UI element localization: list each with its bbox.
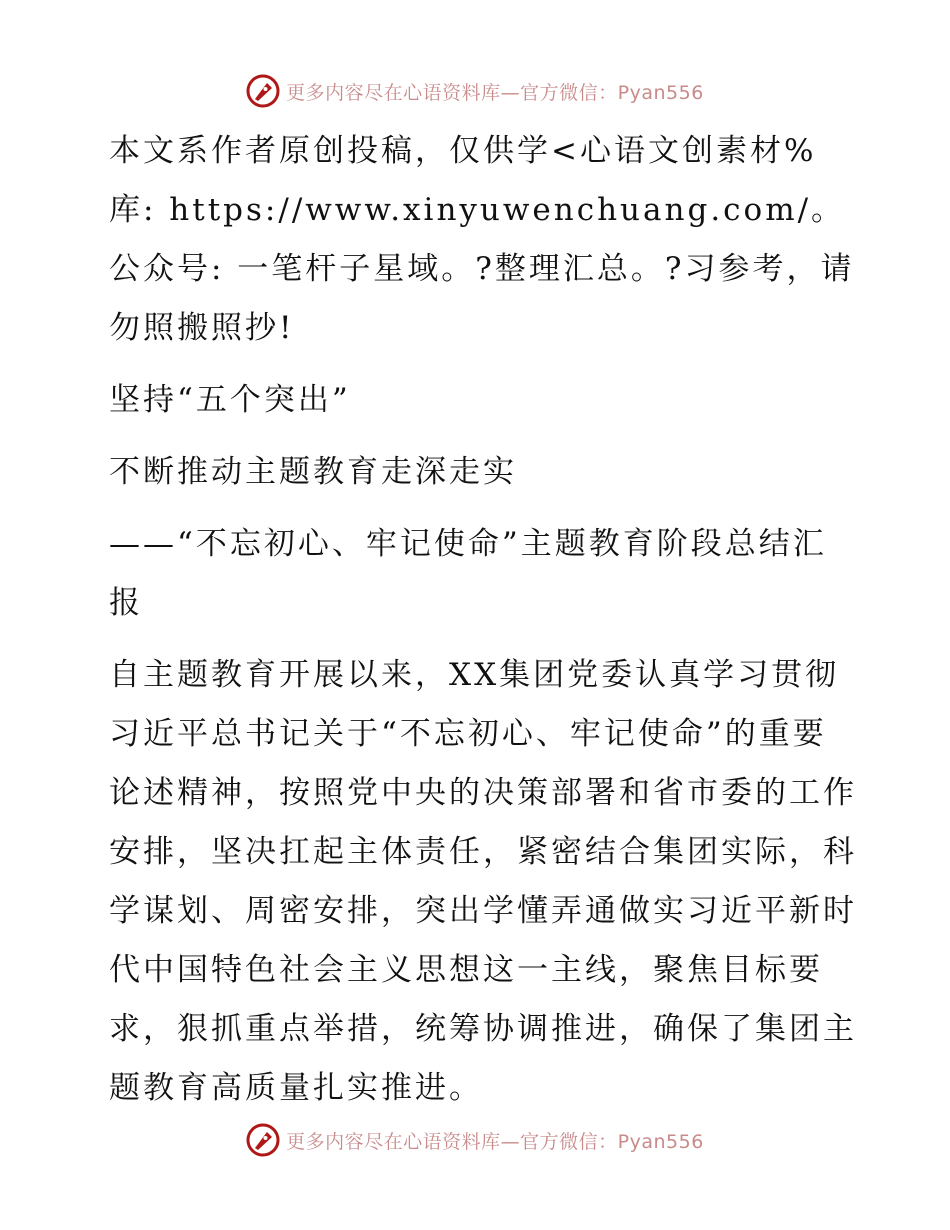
document-subtitle: ——“不忘初心、牢记使命”主题教育阶段总结汇报 [109,526,827,621]
notice-paragraph: 本文系作者原创投稿，仅供学<心语文创素材%库: https://www.xinyuwenchuang.com/。公众号: 一笔杆子星域。?整理汇总。?习参考，请勿照搬照抄! [109,133,855,346]
footer-banner-text: 更多内容尽在心语资料库—官方微信：Pyan556 [286,1130,704,1153]
header-banner-text: 更多内容尽在心语资料库—官方微信：Pyan556 [286,81,704,104]
document-body [97,122,857,1118]
document-title-line-2: 不断推动主题教育走深走实 [109,454,517,490]
document-title-line-1: 坚持“五个突出” [109,382,351,418]
footer-banner [0,1120,950,1160]
pen-nib-logo-icon [246,74,280,108]
header-banner [0,71,950,111]
body-paragraph: 自主题教育开展以来，XX集团党委认真学习贯彻习近平总书记关于“不忘初心、牢记使命”的重要论述精神，按照党中央的决策部署和省市委的工作安排，坚决扛起主体责任，紧密结合集团实际，科学谋划、周密安排，突出学懂弄通做实习近平新时代中国特色社会主义思想这一主线，聚焦目标要求，狠抓重点举措，统筹协调推进，确保了集团主题教育高质量扎实推进。 [109,657,857,1106]
pen-nib-logo-icon [246,1123,280,1157]
